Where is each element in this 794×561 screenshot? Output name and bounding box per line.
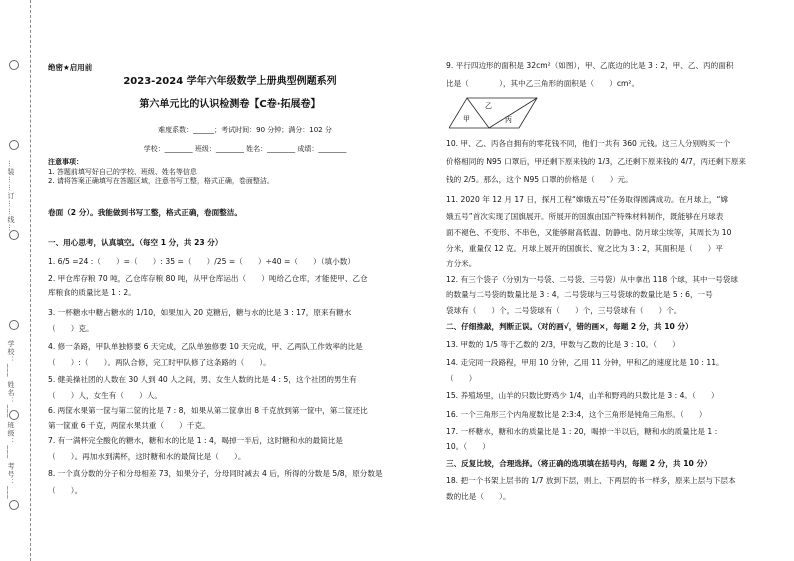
exam-meta: 难度系数：______；考试时间：90 分钟；满分：102 分 [158,126,332,134]
question-1: 1. 6/5 =24 :（ ）=（ ）: 35 =（ ）/25 =（ ）÷40 =（ ）（填小数） [48,257,355,266]
question-10: 10. 甲、乙、丙各自拥有的零花钱不同，他们一共有 360 元钱。这三人分别购买一个 [446,139,731,148]
question-3: 3. 一杯糖水中糖占糖水的 1/10，如果加入 20 克糖后，糖与水的比是 3 : 17，原来有糖水 [48,308,352,317]
parallelogram-shape [449,98,537,128]
question-3-cont: （ ）克。 [48,324,94,333]
question-11-cont2: 面不褪色、不变形、不串色，又能够耐高低温、防静电、防月球尘埃等，其周长为 10 [446,228,732,237]
question-17: 17. 一杯糖水，糖和水的质量比是 1 : 20，喝掉一半以后，糖和水的质量比是 1 : [446,427,718,436]
question-2-cont: 库粮食的质量比是 1 : 2。 [48,288,136,297]
student-info: 学校：________ 班级：________ 姓名：________ 成绩：________ [143,145,347,153]
secret-mark: 绝密★启用前 [48,63,93,72]
diagonal-line [489,98,537,128]
label-bing: 丙 [505,116,512,124]
binding-hole [9,140,19,150]
question-11-cont3: 分米，重量仅 12 克。月球上展开的国旗长、宽之比为 3 : 2，其面积是（ ）平 [446,244,723,253]
notes [48,158,423,187]
binding-fields: 学校：___ 姓名：___ 班级：___ 考号：___ [7,340,15,500]
binding-hole [9,60,19,70]
note-2: 2. 请将答案正确填写在答题区域，注意书写工整，格式正确，卷面整洁。 [48,177,274,185]
question-8: 8. 一个真分数的分子和分母相差 73，如果分子，分母同时减去 4 后，所得的分数是 5/8，原分数是 [48,469,383,478]
question-6: 6. 两筐水果第一筐与第二筐的比是 7 : 8，如果从第二筐拿出 8 千克放到第一筐中，第二筐还比 [48,406,368,415]
parallelogram-figure [449,96,539,130]
question-13: 13. 甲数的 1/5 等于乙数的 2/3，甲数与乙数的比是 3 : 10。（ ） [446,340,680,349]
question-18-cont: 数的比是（ ）。 [446,492,511,501]
question-15: 15. 养殖场里，山羊的只数比野鸡少 1/4，山羊和野鸡的只数比是 3 : 4。（ ） [446,391,719,400]
question-6-cont: 第一筐重 6 千克，两筐水果共重（ ）千克。 [48,421,210,430]
question-7-cont: （ ）。再加水到满杯，这时糖和水的最简比是（ ）。 [48,452,246,461]
question-2: 2. 甲仓库存粮 70 吨，乙仓库存粮 80 吨，从甲仓库运出（ ）吨给乙仓库，才能使甲、乙仓 [48,274,368,283]
note-1: 1. 答题前填写好自己的学校、班级、姓名等信息 [48,167,197,176]
paper-line: 卷面（2 分）。我能做到书写工整，格式正确，卷面整洁。 [48,208,242,217]
question-5-cont: （ ）人，女生有（ ）人。 [48,391,162,400]
binding-line-text: …装……订……线… [7,160,15,232]
question-7: 7. 有一满杯完全酸化的糖水，糖和水的比是 1 : 4，喝掉一半后，这时糖和水的最简比是 [48,436,343,445]
question-5: 5. 健美操社团的人数在 30 人到 40 人之间，男、女生人数的比是 4 : 5，这个社团的男生有 [48,375,357,384]
section-2-heading: 二、仔细推敲，判断正误。（对的画√，错的画×，每题 2 分，共 10 分） [446,322,693,331]
section-3-heading: 三、反复比较，合理选择。（将正确的选项填在括号内，每题 2 分，共 10 分） [446,459,712,468]
question-9-cont: 比是（ ），其中乙三角形的面积是（ ）cm²。 [446,79,640,88]
question-17-cont: 10。（ ） [446,442,490,451]
question-16: 16. 一个三角形三个内角度数比是 2:3:4，这个三角形是钝角三角形。（ ） [446,410,707,419]
question-4: 4. 修一条路，甲队单独修要 6 天完成，乙队单独修要 10 天完成，甲、乙两队工作效率的比是 [48,342,363,351]
question-9: 9. 平行四边形的面积是 32cm²（如图），甲、乙底边的比是 3 : 2，甲、乙、丙的面积 [446,61,734,70]
label-jia: 甲 [463,115,470,123]
binding-hole [9,500,19,510]
section-1-heading: 一、用心思考，认真填空。（每空 1 分，共 23 分） [48,238,223,247]
question-10-cont2: 钱的 2/5。那么，这个 N95 口罩的价格是（ ）元。 [446,175,633,184]
question-4-cont: （ ）:（ ）。两队合修，完工时甲队修了这条路的（ ）。 [48,358,271,367]
question-14-cont: （ ） [446,374,477,383]
question-10-cont: 价格相同的 N95 口罩后，甲还剩下原来钱的 1/3，乙还剩下原来钱的 4/7，丙还剩下原来 [446,157,747,166]
exam-subtitle: 第六单元比的认识检测卷【C卷·拓展卷】 [139,99,321,110]
question-14: 14. 走完同一段路程，甲用 10 分钟，乙用 11 分钟，甲和乙的速度比是 10 : 11。 [446,358,724,367]
question-12-cont2: 袋球有（ ）个，二号袋球有（ ）个，三号袋球有（ ）个。 [446,306,682,315]
question-12: 12. 有三个袋子（分别为一号袋、二号袋、三号袋）从中拿出 118 个球，其中一号袋球 [446,275,738,284]
label-yi: 乙 [485,102,492,110]
question-8-cont: （ ）。 [48,486,83,495]
notes-heading: 注意事项： [48,158,83,166]
exam-title: 2023-2024 学年六年级数学上册典型例题系列 [123,76,337,87]
question-18: 18. 把一个书架上层书的 1/7 放到下层，则上、下两层的书一样多，原来上层与下层本 [446,476,736,485]
question-11: 11. 2020 年 12 月 17 日，探月工程“嫦娥五号”任务取得圆满成功。在月球上，“嫦 [446,195,729,204]
binding-margin [0,0,31,561]
question-12-cont: 的数量与二号袋的数量比是 3 : 4，二号袋球与三号袋球的数量比是 5 : 6，一号 [446,290,713,299]
question-11-cont4: 方分米。 [446,259,477,268]
binding-hole [9,320,19,330]
question-11-cont: 娥五号”首次实现了国旗展开。所展开的国旗由国产特殊材料制作，既能够在月球表 [446,212,724,221]
